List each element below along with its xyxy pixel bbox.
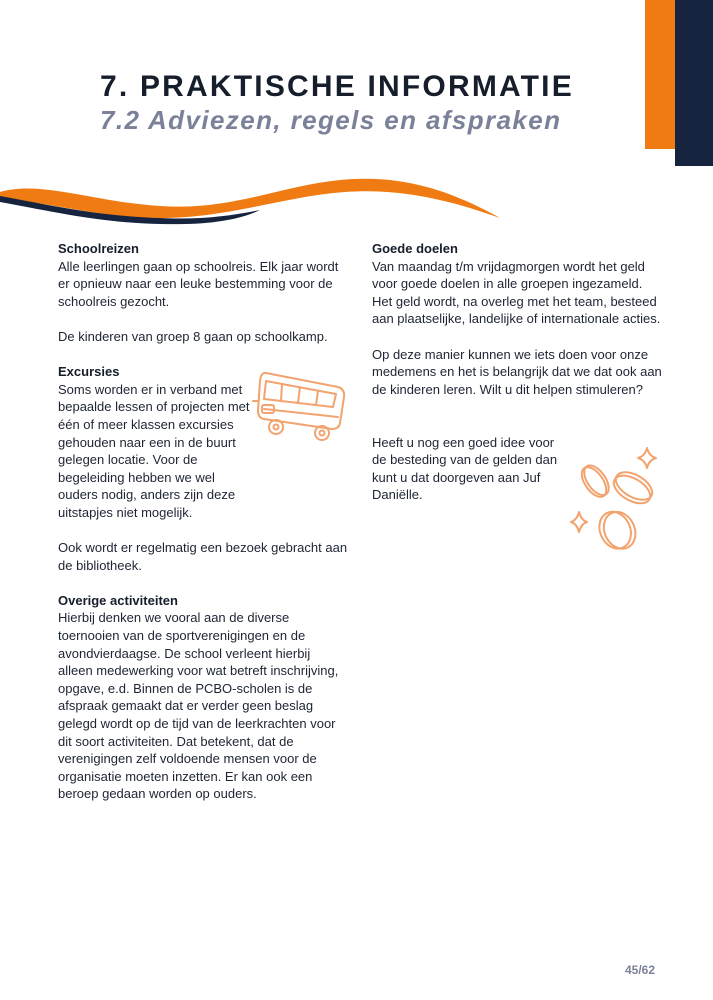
bus-icon <box>250 363 350 441</box>
excursies-heading: Excursies <box>58 364 120 380</box>
section-schoolreizen <box>58 240 348 346</box>
page-number: 45/62 <box>625 963 656 977</box>
left-column <box>58 240 348 803</box>
schoolkamp-text: De kinderen van groep 8 gaan op schoolkamp. <box>58 328 328 344</box>
goede-doelen-heading: Goede doelen <box>372 241 458 256</box>
page-title: 7. PRAKTISCHE INFORMATIE <box>100 70 574 103</box>
idee-text: Heeft u nog een goed idee voor de besteding van de gelden dan kunt u dat doorgeven aan Juf Daniëlle. <box>372 434 558 503</box>
bibliotheek-text: Ook wordt er regelmatig een bezoek gebracht aan de bibliotheek. <box>58 540 348 573</box>
page-subtitle: 7.2 Adviezen, regels en afspraken <box>100 105 562 135</box>
decorative-swoosh <box>0 170 510 226</box>
overige-text: Hierbij denken we vooral aan de diverse toernooien van de sportverenigingen en de avondvierdaagse. De school verleent hierbij alleen medewerking voor wat betreft inschrijving, opgave, e.d. Binnen de PCBO-scholen is de afspraak gemaakt dat er verder geen beslag gelegd wordt op de tijd van de leerkrachten voor dit soort activiteiten. Dat betekent, dat de verenigingen zelf voldoende mensen voor de organisatie moeten inzetten. Er kan ook een beroep gedaan worden op ouders. <box>58 610 339 802</box>
section-overige-activiteiten <box>58 592 348 803</box>
accent-bar-navy <box>675 0 713 166</box>
overige-heading: Overige activiteiten <box>58 592 178 608</box>
excursies-text: Soms worden er in verband met bepaalde lessen of projecten met één of meer klassen excursies gehouden naar een in de buurt gelegen locatie. Voor de begeleiding hebben we wel ouders nodig, anders zijn deze uitstapjes niet mogelijk. <box>58 381 250 520</box>
coins-icon <box>570 446 662 556</box>
accent-bar-orange <box>645 0 675 149</box>
goede-doelen-text: Van maandag t/m vrijdagmorgen wordt het geld voor goede doelen in alle groepen ingezameld. Het geld wordt, na overleg met het team, besteed aan plaatselijke, landelijke of internationale acties. <box>372 258 661 327</box>
medemens-text: Op deze manier kunnen we iets doen voor onze medemens en het is belangrijk dat we dat ook aan de kinderen leren. Wilt u dit helpen stimuleren? <box>372 346 662 397</box>
schoolreizen-heading: Schoolreizen <box>58 241 139 256</box>
schoolreizen-text: Alle leerlingen gaan op schoolreis. Elk jaar wordt er opnieuw naar een leuke bestemming voor de schoolreis gezocht. <box>58 258 339 309</box>
